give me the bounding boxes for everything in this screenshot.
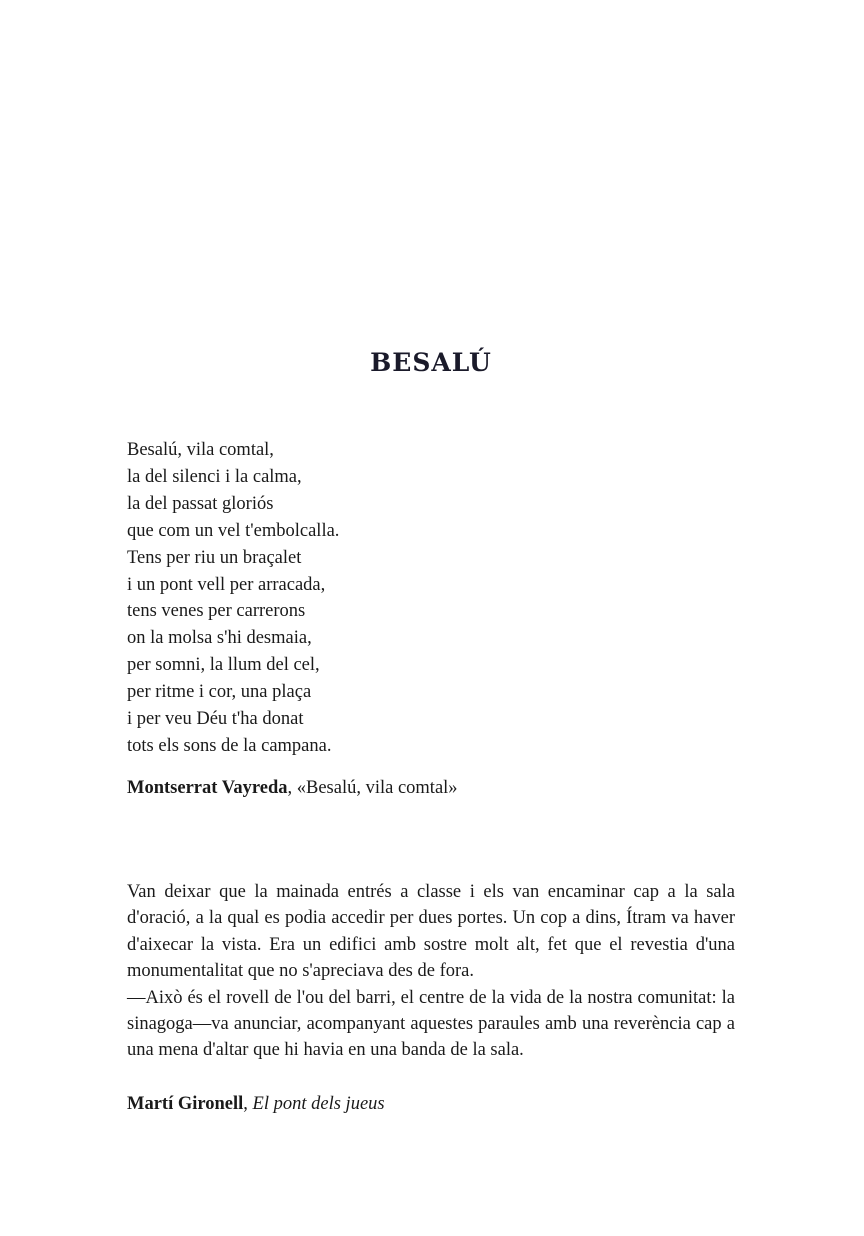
poem-line: per ritme i cor, una plaça <box>127 682 312 703</box>
poem-line: Besalú, vila comtal, <box>127 440 274 460</box>
prose-paragraph: Van deixar que la mainada entrés a classe i els van encaminar cap a la sala d'oració, a la qual es podia accedir per dues portes. Un cop a dins, Ítram va haver d'aixecar la vista. Era un edifici amb sostre molt alt, fet que el revestia d'una monumentalitat que no s'apreciava des de fora. <box>127 882 735 982</box>
chapter-title: BESALÚ <box>370 348 492 377</box>
poem-line: la del silenci i la calma, <box>127 466 302 487</box>
prose-excerpt <box>127 879 735 1064</box>
citation-separator: , <box>287 778 297 798</box>
poem-line: la del passat gloriós <box>127 493 274 514</box>
prose-citation <box>127 1091 385 1117</box>
poem-line: on la molsa s'hi desmaia, <box>127 628 312 649</box>
citation-author: Martí Gironell <box>127 1094 244 1114</box>
poem-line: tots els sons de la campana. <box>127 735 332 756</box>
citation-work: «Besalú, vila comtal» <box>296 778 458 798</box>
citation-author: Montserrat Vayreda <box>127 778 288 798</box>
poem-line: tens venes per carrerons <box>127 601 306 622</box>
citation-work: El pont dels jueus <box>252 1094 385 1114</box>
poem-line: i un pont vell per arracada, <box>127 574 326 595</box>
poem-line: que com un vel t'embolcalla. <box>127 520 340 541</box>
poem-line: i per veu Déu t'ha donat <box>127 709 304 730</box>
poem-line: Tens per riu un braçalet <box>127 547 302 568</box>
poem-line: per somni, la llum del cel, <box>127 655 320 676</box>
poem <box>127 437 727 760</box>
prose-paragraph: —Això és el rovell de l'ou del barri, el centre de la vida de la nostra comunitat: la sinagoga—va anunciar, acompanyant aquestes paraules amb una reverència cap a una mena d'altar que hi havia en una banda de la sala. <box>127 987 735 1061</box>
poem-citation <box>127 775 458 801</box>
citation-separator: , <box>243 1094 253 1114</box>
